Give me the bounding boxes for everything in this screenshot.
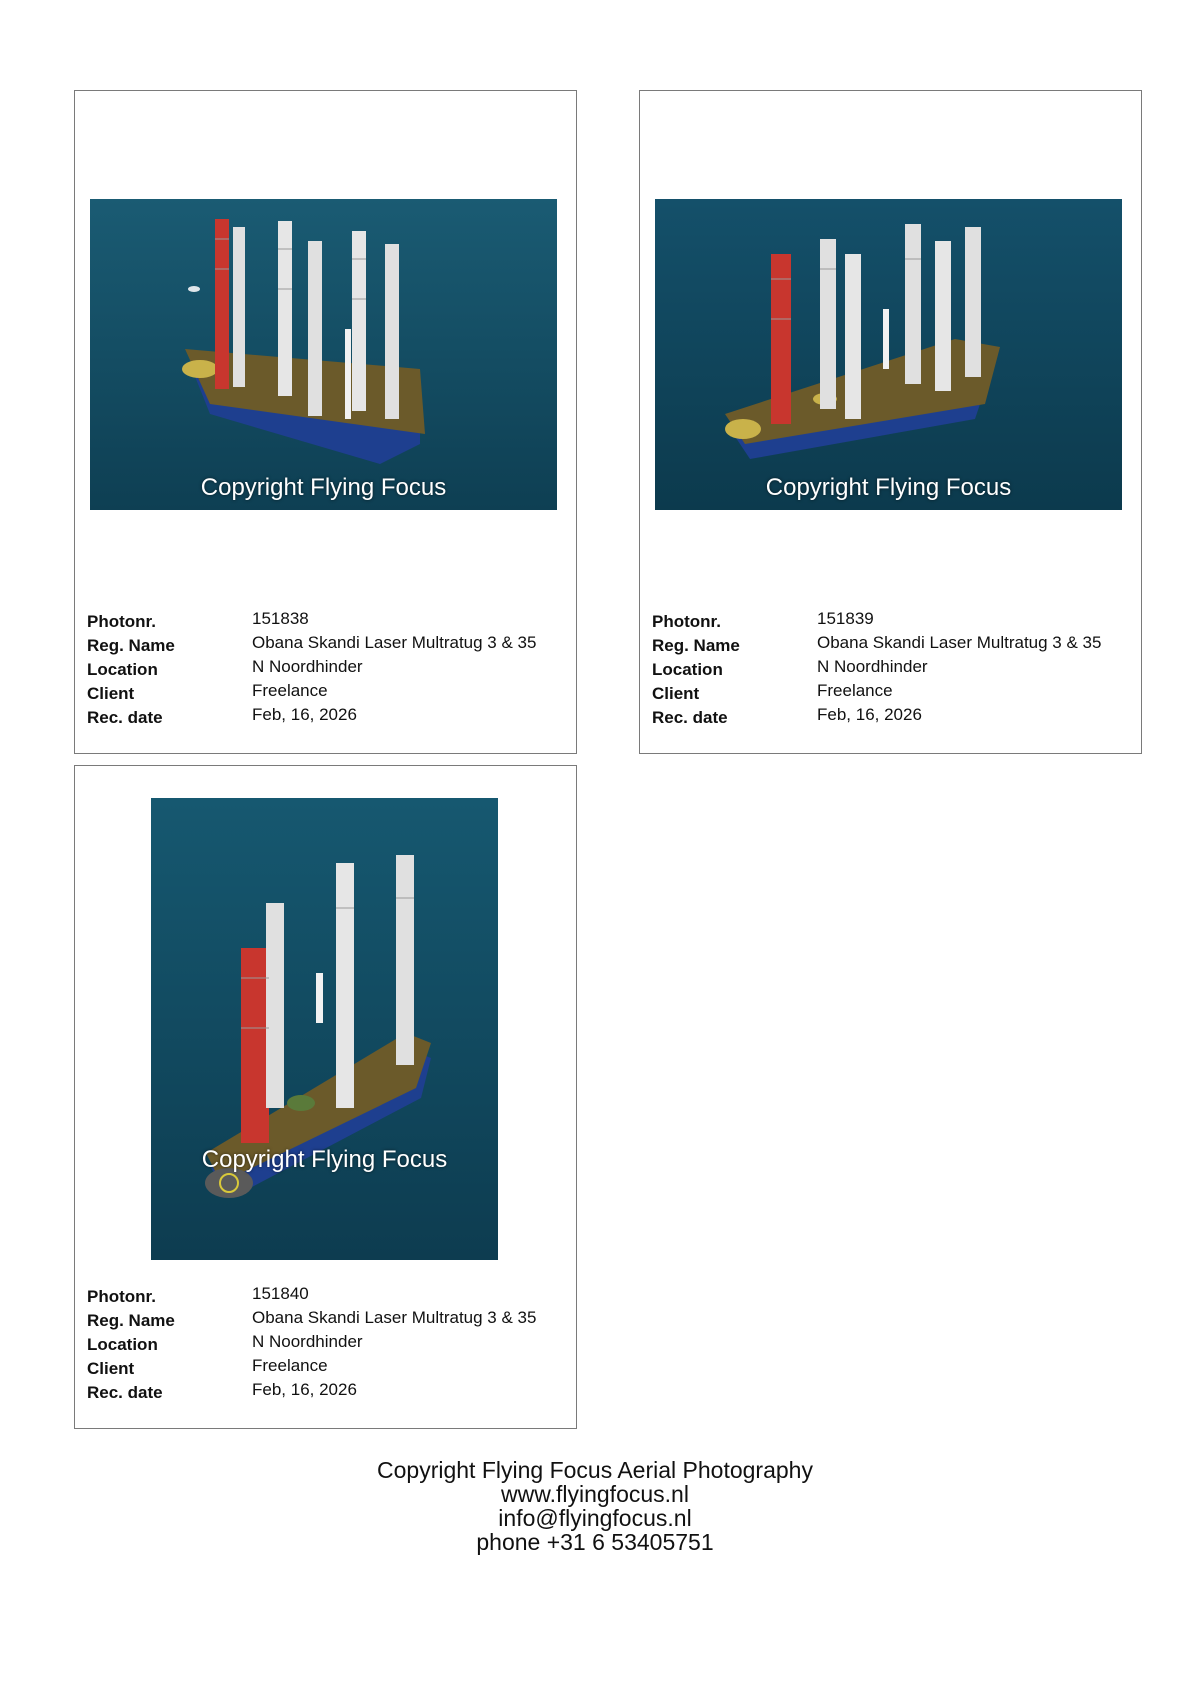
photo-card-151840 [74,765,577,1429]
photonr-row [87,1284,567,1308]
location-row [87,657,567,681]
copyright-watermark: Copyright Flying Focus [200,474,447,501]
reg-name-value: Obana Skandi Laser Multratug 3 & 35 [817,633,1102,652]
photonr-row [87,609,567,633]
reg-name-value: Obana Skandi Laser Multratug 3 & 35 [252,1308,537,1327]
photo-metadata [652,609,1132,729]
rec-date-value: Feb, 16, 2026 [817,705,922,724]
footer-email: info@flyingfocus.nl [498,1505,692,1531]
photonr-value: 151839 [817,609,874,628]
rec-date-row [87,1380,567,1404]
photo-metadata [87,609,567,729]
location-label: Location [652,660,723,679]
reg-name-label: Reg. Name [87,1311,175,1330]
rec-date-row [652,705,1132,729]
client-value: Freelance [252,1356,328,1375]
footer-copyright: Copyright Flying Focus Aerial Photography [377,1457,813,1483]
client-label: Client [87,684,135,703]
reg-name-value: Obana Skandi Laser Multratug 3 & 35 [252,633,537,652]
photo-card-151838 [74,90,577,754]
aerial-photo-jackup-vessel [655,199,1122,510]
client-label: Client [87,1359,135,1378]
photonr-label: Photonr. [87,612,156,631]
rec-date-value: Feb, 16, 2026 [252,1380,357,1399]
reg-name-label: Reg. Name [652,636,740,655]
location-value: N Noordhinder [252,1332,363,1351]
client-label: Client [652,684,700,703]
photonr-label: Photonr. [652,612,721,631]
aerial-photo-jackup-vessel [151,798,498,1260]
photo-metadata [87,1284,567,1404]
photo-card-151839 [639,90,1142,754]
page-footer [0,1458,1190,1554]
photonr-value: 151838 [252,609,309,628]
client-value: Freelance [252,681,328,700]
reg-name-label: Reg. Name [87,636,175,655]
copyright-watermark: Copyright Flying Focus [765,474,1012,501]
location-row [652,657,1132,681]
location-label: Location [87,1335,158,1354]
location-value: N Noordhinder [252,657,363,676]
location-label: Location [87,660,158,679]
location-row [87,1332,567,1356]
client-row [652,681,1132,705]
client-value: Freelance [817,681,893,700]
client-row [87,681,567,705]
copyright-watermark: Copyright Flying Focus [201,1146,448,1173]
photonr-value: 151840 [252,1284,309,1303]
aerial-photo-jackup-vessel [90,199,557,510]
photonr-label: Photonr. [87,1287,156,1306]
rec-date-value: Feb, 16, 2026 [252,705,357,724]
rec-date-row [87,705,567,729]
footer-phone: phone +31 6 53405751 [476,1529,714,1555]
rec-date-label: Rec. date [87,708,163,727]
rec-date-label: Rec. date [652,708,728,727]
footer-website: www.flyingfocus.nl [501,1481,689,1507]
reg-name-row [652,633,1132,657]
client-row [87,1356,567,1380]
rec-date-label: Rec. date [87,1383,163,1402]
location-value: N Noordhinder [817,657,928,676]
photonr-row [652,609,1132,633]
reg-name-row [87,1308,567,1332]
reg-name-row [87,633,567,657]
